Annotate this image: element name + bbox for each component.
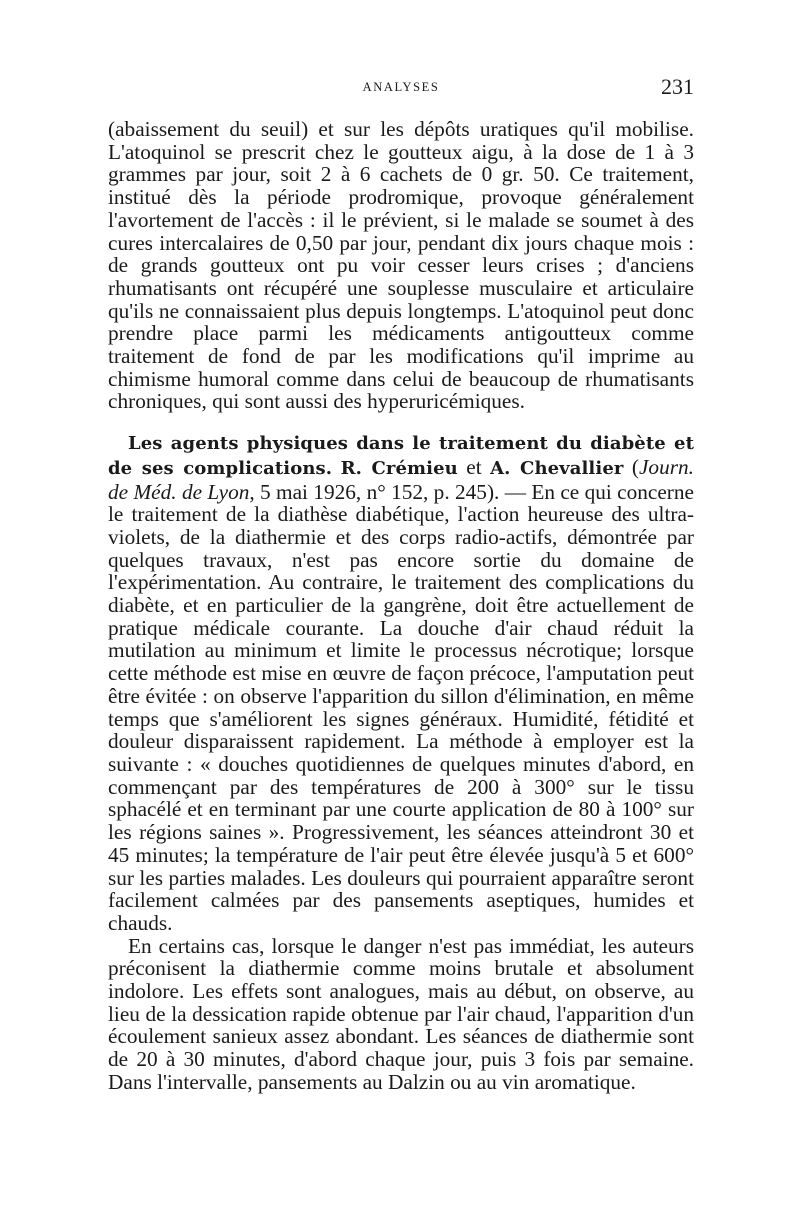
author-conjunction: et <box>466 454 482 479</box>
author-2: A. Chevallier <box>490 457 624 479</box>
article-title: Les agents physiques dans le traitement du diabète et de ses complications. <box>108 433 694 479</box>
journal-city: Lyon <box>207 479 250 504</box>
paragraph-diathermy: En certains cas, lorsque le danger n'est pas immédiat, les auteurs préconisent la diathermie comme moins brutale et absolument indolore. Les effets sont analogues, mais au début, on observe, au lieu de la dessication rapide obtenue par l'air chaud, l'apparition d'un écoulement sanieux assez abondant. Les séances de diathermie sont de 20 à 30 minutes, d'abord chaque jour, puis 3 fois par semaine. Dans l'intervalle, pansements au Dalzin ou au vin aromatique. <box>108 933 694 1094</box>
page-header <box>108 70 694 110</box>
author-1: R. Crémieu <box>340 457 458 479</box>
paragraph-continued: (abaissement du seuil) et sur les dépôts uratiques qu'il mobilise. L'atoquinol se prescrit chez le goutteux aigu, à la dose de 1 à 3 grammes par jour, soit 2 à 6 cachets de 0 gr. 50. Ce traitement, institué dès la période prodromique, provoque généralement l'avortement de l'accès : il le prévient, si le malade se soumet à des cures intercalaires de 0,50 par jour, pendant dix jours chaque mois : de grands goutteux ont pu voir cesser leurs crises ; d'anciens rhumatisants ont récupéré une souplesse musculaire et articulaire qu'ils ne connaissaient plus depuis longtemps. L'atoquinol peut donc prendre place parmi les médicaments antigoutteux comme traitement de fond de par les modifications qu'il imprime au chimisme humoral comme dans celui de beaucoup de rhumatisants chroniques, qui sont aussi des hyperuricémiques. <box>108 117 694 414</box>
page-body <box>108 118 694 1094</box>
citation-details: , 5 mai 1926, n° 152, p. 245). <box>249 479 500 504</box>
journal-name: Journ. de Méd. de <box>108 454 694 504</box>
running-title: ANALYSES <box>362 80 440 94</box>
article-text: — En ce qui concerne le traitement de la diathèse diabétique, l'action heureuse des ultra-violets, de la diathermie et des corps radio-actifs, démontrée par quelques travaux, n'est pas encore sortie du domaine de l'expérimentation. Au contraire, le traitement des complications du diabète, et en particulier de la gangrène, doit être actuellement de pratique médicale courante. La douche d'air chaud réduit la mutilation au minimum et limite le processus nécrotique; lorsque cette méthode est mise en œuvre de façon précoce, l'amputation peut être évitée : on observe l'apparition du sillon d'élimination, en même temps que s'améliorent les signes généraux. Humidité, fétidité et douleur disparaissent rapidement. La méthode à employer est la suivante : « douches quotidiennes de quelques minutes d'abord, en commençant par des températures de 200 à 300° sur le tissu sphacélé et en terminant par une courte application de 80 à 100° sur les régions saines ». Progressivement, les séances atteindront 30 et 45 minutes; la température de l'air peut être élevée jusqu'à 5 et 600° sur les parties malades. Les douleurs qui pourraient apparaître seront facilement calmées par des pansements aseptiques, humides et chauds. <box>108 479 694 935</box>
page-number: 231 <box>661 74 694 99</box>
article-abstract: Les agents physiques dans le traitement du diabète et de ses complications. R. Crémieu et A. Chevallier (Journ. de Méd. de Lyon, 5 mai 1926, n° 152, p. 245). — En ce qui concerne le traitement de la diathèse diabétique, l'action heureuse des ultra-violets, de la diathermie et des corps radio-actifs, démontrée par quelques travaux, n'est pas encore sortie du domaine de l'expérimentation. Au contraire, le traitement des complications du diabète, et en particulier de la gangrène, doit être actuellement de pratique médicale courante. La douche d'air chaud réduit la mutilation au minimum et limite le processus nécrotique; lorsque cette méthode est mise en œuvre de façon précoce, l'amputation peut être évitée : on observe l'apparition du sillon d'élimination, en même temps que s'améliorent les signes généraux. Humidité, fétidité et douleur disparaissent rapidement. La méthode à employer est la suivante : « douches quotidiennes de quelques minutes d'abord, en commençant par des températures de 200 à 300° sur le tissu sphacélé et en terminant par une courte application de 80 à 100° sur les régions saines ». Progressivement, les séances atteindront 30 et 45 minutes; la température de l'air peut être élevée jusqu'à 5 et 600° sur les parties malades. Les douleurs qui pourraient apparaître seront facilement calmées par des pansements aseptiques, humides et chauds. <box>108 433 694 935</box>
